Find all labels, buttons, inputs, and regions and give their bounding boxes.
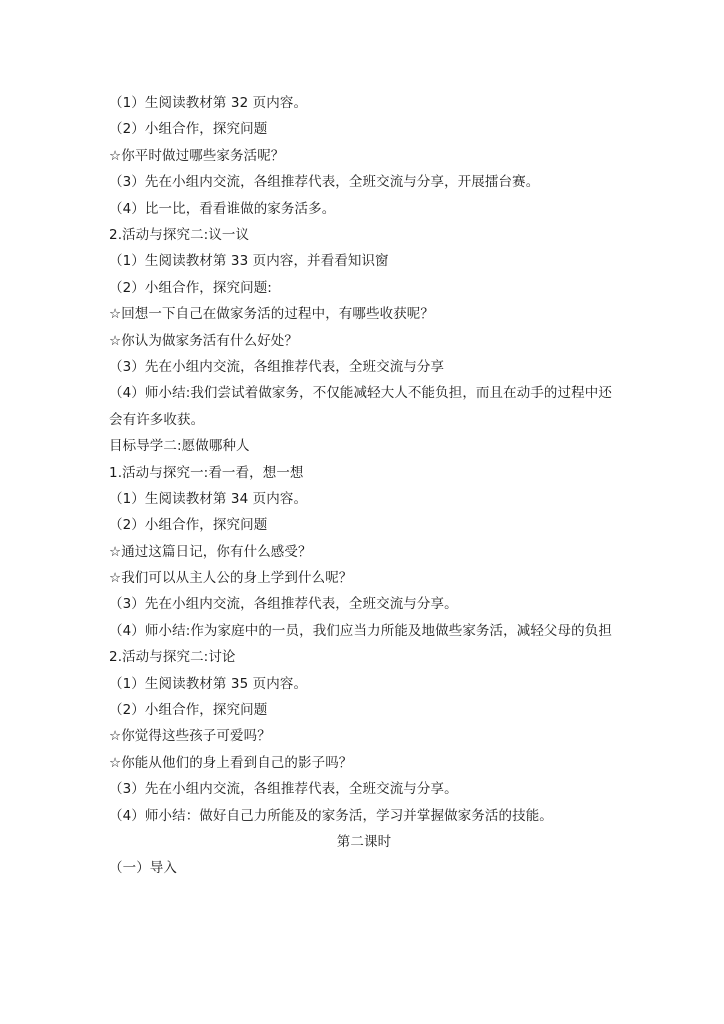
text-line: （4）比一比，看看谁做的家务活多。 bbox=[109, 200, 336, 217]
text-line: （1）生阅读教材第 34 页内容。 bbox=[109, 490, 308, 507]
lesson-title: 第二课时 bbox=[336, 833, 392, 850]
section-heading: （一）导入 bbox=[109, 860, 177, 877]
text-line: （1）生阅读教材第 32 页内容。 bbox=[109, 95, 308, 111]
document-body bbox=[109, 90, 619, 882]
text-line: （2）小组合作，探究问题 bbox=[109, 517, 268, 534]
section-heading: 目标导学二:愿做哪种人 bbox=[109, 438, 250, 455]
text-line: （3）先在小组内交流，各组推荐代表，全班交流与分享 bbox=[109, 358, 445, 375]
summary-paragraph: （4）师小结:我们尝试着做家务，不仅能减轻大人不能负担，而且在动手的过程中还会有许多收获。 bbox=[109, 385, 612, 428]
text-line: （2）小组合作，探究问题 bbox=[109, 121, 268, 138]
text-line: （2）小组合作，探究问题 bbox=[109, 702, 268, 719]
section-heading: 1.活动与探究一:看一看，想一想 bbox=[109, 464, 304, 481]
question-line: ☆我们可以从主人公的身上学到什么呢？ bbox=[109, 570, 353, 587]
text-line: （1）生阅读教材第 35 页内容。 bbox=[109, 675, 308, 692]
text-line: （3）先在小组内交流，各组推荐代表，全班交流与分享，开展擂台赛。 bbox=[109, 174, 540, 191]
text-line: （2）小组合作，探究问题: bbox=[109, 279, 272, 296]
text-line: （3）先在小组内交流，各组推荐代表，全班交流与分享。 bbox=[109, 781, 458, 798]
text-line: （1）生阅读教材第 33 页内容，并看看知识窗 bbox=[109, 253, 389, 270]
section-heading: 2.活动与探究二:讨论 bbox=[109, 649, 236, 666]
question-line: ☆你认为做家务活有什么好处？ bbox=[109, 332, 299, 349]
summary-paragraph: （4）师小结:作为家庭中的一员，我们应当力所能及地做些家务活，减轻父母的负担 bbox=[109, 622, 612, 639]
text-line: （4）师小结：做好自己力所能及的家务活，学习并掌握做家务活的技能。 bbox=[109, 807, 553, 824]
question-line: ☆你平时做过哪些家务活呢？ bbox=[109, 147, 285, 164]
text-line: （3）先在小组内交流，各组推荐代表，全班交流与分享。 bbox=[109, 596, 458, 613]
question-line: ☆你觉得这些孩子可爱吗？ bbox=[109, 728, 271, 745]
question-line: ☆回想一下自己在做家务活的过程中，有哪些收获呢？ bbox=[109, 306, 435, 323]
question-line: ☆你能从他们的身上看到自己的影子吗？ bbox=[109, 754, 353, 771]
question-line: ☆通过这篇日记，你有什么感受？ bbox=[109, 543, 312, 560]
section-heading: 2.活动与探究二:议一议 bbox=[109, 226, 250, 243]
